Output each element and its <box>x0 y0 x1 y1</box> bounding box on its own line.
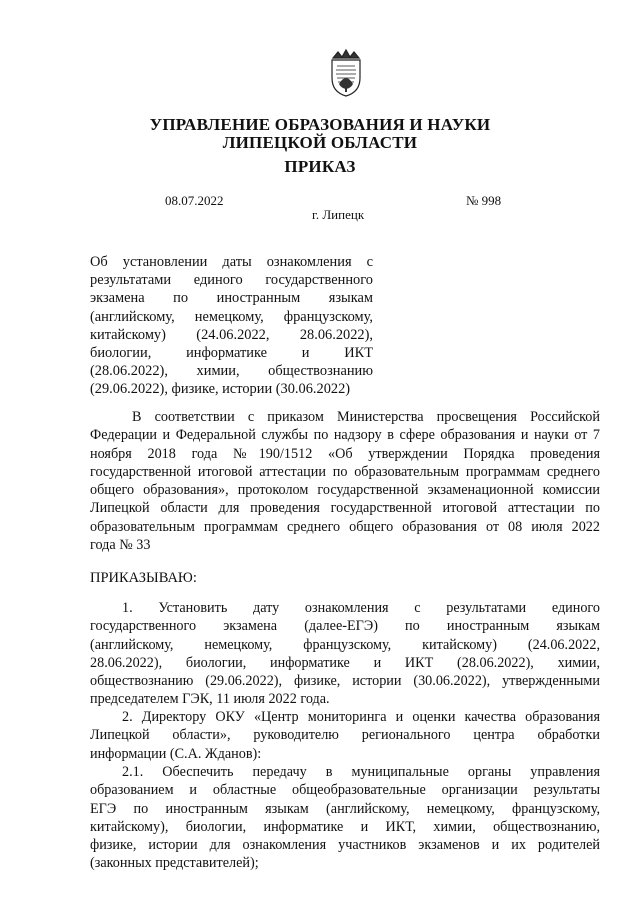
subject-line: (английскому, немецкому, французскому, <box>90 308 373 325</box>
item-2-1-line: ЕГЭ по иностранным языкам (английскому, немецкому, французскому, <box>90 800 600 817</box>
org-title-line2: ЛИПЕЦКОЙ ОБЛАСТИ <box>222 133 418 152</box>
subject-line: (29.06.2022), физике, истории (30.06.2022) <box>90 381 351 398</box>
order-city: г. Липецк <box>312 207 365 222</box>
item-1-line: государственного экзамена (далее-ЕГЭ) по иностранным языкам <box>90 618 600 635</box>
subject-line: китайскому) (24.06.2022, 28.06.2022), <box>90 326 373 343</box>
item-1-line: обществознанию (29.06.2022), физике, истории (30.06.2022), утвержденными <box>90 673 600 690</box>
preamble-line: образовательным программам среднего общего образования от 08 июля 2022 <box>90 518 600 535</box>
preamble-line: года № 33 <box>90 537 151 554</box>
item-2-line: 2. Директору ОКУ «Центр мониторинга и оценки качества образования <box>122 709 600 725</box>
org-title-line1: УПРАВЛЕНИЕ ОБРАЗОВАНИЯ И НАУКИ <box>149 115 491 134</box>
item-2-1-line: китайскому), биологии, информатике и ИКТ, химии, обществознанию, <box>90 818 600 835</box>
subject-line: экзамена по иностранным языкам <box>90 290 373 307</box>
preamble-line: Липецкой области для проведения государственной итоговой аттестации по <box>90 500 600 517</box>
preamble-line: ноября 2018 года №190/1512 «Об утверждении Порядка проведения <box>90 445 600 462</box>
coat-of-arms-emblem <box>325 48 367 98</box>
item-1-line: председателем ГЭК, 11 июля 2022 года. <box>90 691 330 708</box>
item-2-paragraph <box>90 708 600 763</box>
subject-line: биологии, информатике и ИКТ <box>90 345 373 362</box>
item-2-line: информации (С.А. Жданов): <box>90 745 262 762</box>
item-2-1-line: (законных представителей); <box>90 855 259 872</box>
subject-line: результатами единого государственного <box>90 272 373 289</box>
preamble-paragraph <box>90 408 600 554</box>
item-2-1-line: 2.1. Обеспечить передачу в муниципальные органы управления <box>122 764 600 780</box>
preamble-line: государственной итоговой аттестации по образовательным программам среднего <box>90 463 600 480</box>
item-2-line: Липецкой области», руководителю регионального центра обработки <box>90 727 600 744</box>
item-1-line: 1. Установить дату ознакомления с результатами единого <box>122 600 600 616</box>
item-1-line: 28.06.2022), биологии, информатике и ИКТ (28.06.2022), химии, <box>90 654 600 671</box>
order-number: № 998 <box>466 193 502 208</box>
preamble-line: В соответствии с приказом Министерства просвещения Российской <box>132 409 600 425</box>
item-2-1-paragraph <box>90 763 600 873</box>
subject-line: Об установлении даты ознакомления с <box>90 254 373 270</box>
preamble-line: общего образования», протоколом государственной экзаменационной комиссии <box>90 482 600 499</box>
order-subject-block <box>90 253 373 399</box>
item-2-1-line: физике, истории для ознакомления участников экзаменов и их родителей <box>90 837 600 854</box>
item-2-1-line: образованием и областные общеобразовательные организации результаты <box>90 782 600 799</box>
order-directive-word: ПРИКАЗЫВАЮ: <box>90 570 197 586</box>
preamble-line: Федерации и Федеральной службы по надзору в сфере образования и науки от 7 <box>90 427 600 444</box>
subject-line: (28.06.2022), химии, обществознанию <box>90 363 373 380</box>
document-type-title: ПРИКАЗ <box>284 157 356 176</box>
order-date: 08.07.2022 <box>165 193 224 208</box>
item-1-line: (английскому, немецкому, французскому, китайскому) (24.06.2022, <box>90 636 600 653</box>
item-1-paragraph <box>90 599 600 709</box>
